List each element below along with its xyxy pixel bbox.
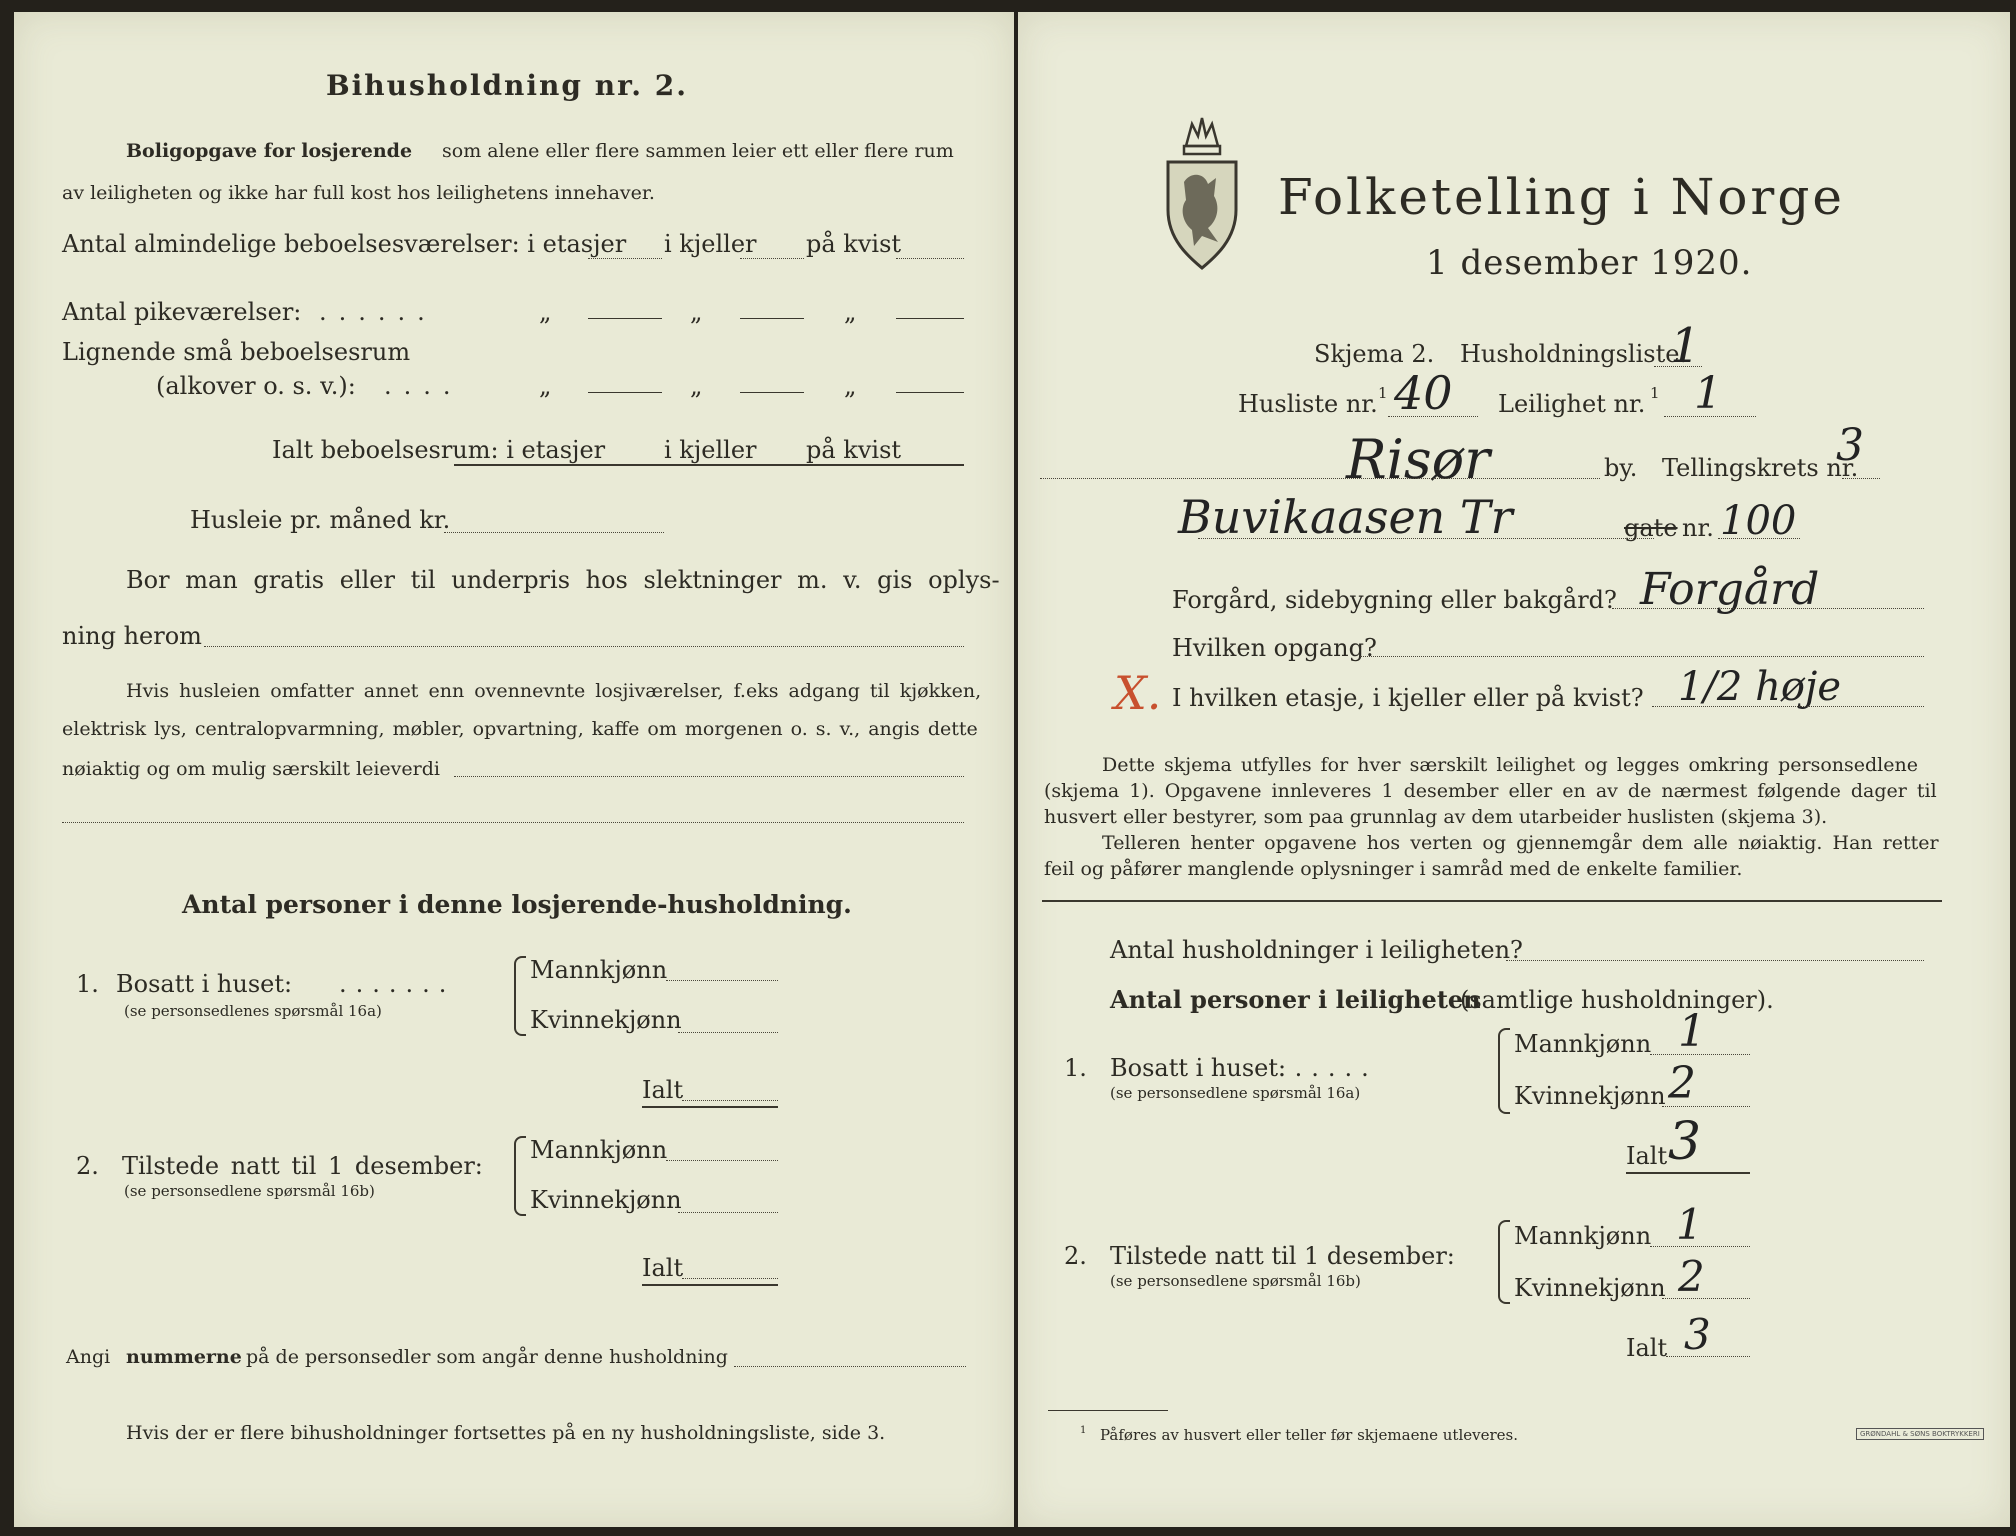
husliste-label: Husliste nr. xyxy=(1238,390,1378,418)
r-item2-ialt-line xyxy=(1666,1356,1750,1357)
r-item2-label: Tilstede natt til 1 desember: xyxy=(1110,1242,1455,1270)
ialt-kvist-label: på kvist xyxy=(806,436,902,464)
opgang-question: Hvilken opgang? xyxy=(1172,634,1377,662)
row-lign-2: (alkover o. s. v.): xyxy=(156,372,356,400)
footnote-text: Påføres av husvert eller teller før skjemaene utleveres. xyxy=(1100,1426,1518,1444)
etasje-question: I hvilken etasje, i kjeller eller på kvist? xyxy=(1172,684,1644,712)
leilighet-sup: 1 xyxy=(1650,384,1660,402)
antal-kjeller-line xyxy=(740,258,804,259)
right-date: 1 desember 1920. xyxy=(1426,243,1753,283)
l-item2-ialt: Ialt xyxy=(642,1254,684,1282)
r-item1-kvinne: Kvinnekjønn xyxy=(1514,1082,1666,1110)
lign-ditto-3: „ xyxy=(844,372,857,400)
ialt-rule xyxy=(454,464,964,466)
r-item1-dots: ...... xyxy=(1278,1054,1378,1082)
r-item2-brace xyxy=(1498,1220,1510,1304)
husholdningsliste-label: Husholdningsliste. xyxy=(1460,340,1688,368)
r-item1-mann: Mannkjønn xyxy=(1514,1030,1652,1058)
l-item2-num: 2. xyxy=(76,1152,99,1180)
etasje-check-mark: X. xyxy=(1114,666,1162,720)
nr-label: nr. xyxy=(1682,514,1714,542)
l-item1-sub: (se personsedlenes spørsmål 16a) xyxy=(124,1002,382,1020)
r-item1-kvinne-line xyxy=(1662,1106,1750,1107)
r-item2-ialt-value: 3 xyxy=(1684,1310,1711,1359)
intro-rest-1: som alene eller flere sammen leier ett eller flere rum xyxy=(442,140,954,162)
hvis-line-1: Hvis husleien omfatter annet enn ovennevnte losjiværelser, f.eks adgang til kjøkken, xyxy=(126,680,982,702)
dette-line-5: feil og påfører manglende oplysninger i samråd med de enkelte familier. xyxy=(1044,858,1743,880)
right-title: Folketelling i Norge xyxy=(1278,168,1845,226)
coat-of-arms-icon xyxy=(1160,112,1244,270)
r-item1-mann-value: 1 xyxy=(1678,1006,1706,1057)
row-antal-label: Antal almindelige beboelsesværelser: i etasjer xyxy=(62,230,627,258)
husleie-label: Husleie pr. måned kr. xyxy=(190,506,451,534)
by-line xyxy=(1040,478,1600,479)
r-item2-kvinne-value: 2 xyxy=(1678,1252,1705,1301)
hvis-line-3: nøiaktig og om mulig særskilt leieverdi xyxy=(62,758,440,780)
row-lign-1: Lignende små beboelsesrum xyxy=(62,338,411,366)
row-pike-label: Antal pikeværelser: xyxy=(62,298,302,326)
l-item2-sub: (se personsedlene spørsmål 16b) xyxy=(124,1182,375,1200)
antal-husholdninger-question: Antal husholdninger i leiligheten? xyxy=(1110,936,1523,964)
l-item2-kvinne: Kvinnekjønn xyxy=(530,1186,682,1214)
r-item1-kvinne-value: 2 xyxy=(1668,1058,1696,1109)
husliste-line xyxy=(1388,416,1478,417)
pike-dots: ...... xyxy=(319,298,437,326)
ialt-kjeller-label: i kjeller xyxy=(664,436,757,464)
etasje-line xyxy=(1652,706,1924,707)
lign-ditto-1: „ xyxy=(539,372,552,400)
antal-etasjer-line xyxy=(588,258,662,259)
l-item2-mann-line xyxy=(666,1160,778,1161)
right-page xyxy=(1018,12,2010,1527)
pike-ditto-2: „ xyxy=(690,298,703,326)
leilighet-line xyxy=(1664,416,1756,417)
hvis-line-b xyxy=(62,822,964,823)
tellingskrets-value: 3 xyxy=(1836,420,1864,471)
angi-bold: nummerne xyxy=(126,1346,242,1368)
angi-post: på de personsedler som angår denne husholdning xyxy=(246,1346,728,1368)
husliste-value: 40 xyxy=(1394,366,1453,420)
etasje-value: 1/2 høje xyxy=(1678,664,1842,710)
by-value: Risør xyxy=(1346,428,1490,491)
footnote-num: 1 xyxy=(1080,1425,1087,1436)
intro-bold: Boligopgave for losjerende xyxy=(126,140,413,162)
l-item2-mann: Mannkjønn xyxy=(530,1136,668,1164)
r-item2-ialt: Ialt xyxy=(1626,1334,1668,1362)
r-item1-mann-line xyxy=(1650,1054,1750,1055)
footnote-rule xyxy=(1048,1410,1168,1411)
gate-label: gate xyxy=(1624,514,1678,542)
antal-kvist-line xyxy=(896,258,964,259)
l-item2-ialt-rule xyxy=(642,1284,778,1286)
hvis-line-2: elektrisk lys, centralopvarmning, møbler, opvartning, kaffe om morgenen o. s. v., angis dette xyxy=(62,718,978,740)
left-title: Bihusholdning nr. 2. xyxy=(326,69,688,102)
printer-stamp: GRØNDAHL & SØNS BOKTRYKKERI xyxy=(1856,1428,1984,1440)
r-item2-kvinne: Kvinnekjønn xyxy=(1514,1274,1666,1302)
dette-line-3: husvert eller bestyrer, som paa grunnlag av dem utarbeider huslisten (skjema 3). xyxy=(1044,806,1828,828)
angi-pre: Angi xyxy=(66,1346,111,1368)
forgaard-line xyxy=(1612,608,1924,609)
angi-line xyxy=(734,1366,966,1367)
nr-line xyxy=(1718,538,1800,539)
row-ialt-label: Ialt beboelsesrum: i etasjer xyxy=(272,436,606,464)
forgaard-question: Forgård, sidebygning eller bakgård? xyxy=(1172,586,1617,614)
pike-line-2 xyxy=(740,318,804,319)
left-footer: Hvis der er flere bihusholdninger fortsettes på en ny husholdningsliste, side 3. xyxy=(126,1422,886,1444)
antal-kvist-label: på kvist xyxy=(806,230,902,258)
antal-personer-rest: (samtlige husholdninger). xyxy=(1460,986,1774,1014)
l-item2-ialt-dots xyxy=(682,1278,778,1279)
dette-line-4: Telleren henter opgavene hos verten og gjennemgår dem alle nøiaktig. Han retter xyxy=(1102,832,1939,854)
dette-line-2: (skjema 1). Opgavene innleveres 1 desember eller en av de nærmest følgende dager til xyxy=(1044,780,1937,802)
tellingskrets-line xyxy=(1842,478,1880,479)
pike-line-1 xyxy=(588,318,662,319)
l-item1-dots: ....... xyxy=(339,970,456,998)
r-item1-ialt-rule xyxy=(1626,1172,1750,1174)
dette-line-1: Dette skjema utfylles for hver særskilt leilighet og legges omkring personsedlene xyxy=(1102,754,1918,776)
bor-line-2: ning herom xyxy=(62,622,202,650)
pike-ditto-1: „ xyxy=(539,298,552,326)
intro-rest-2: av leiligheten og ikke har full kost hos leilighetens innehaver. xyxy=(62,182,655,204)
lign-dots: .... xyxy=(384,372,463,400)
lign-line-1 xyxy=(588,392,662,393)
l-item1-label: Bosatt i huset: xyxy=(116,970,293,998)
l-item1-kvinne-line xyxy=(678,1032,778,1033)
r-item2-kvinne-line xyxy=(1662,1298,1750,1299)
l-item1-brace xyxy=(514,956,526,1036)
l-item1-ialt-rule xyxy=(642,1106,778,1108)
husliste-sup: 1 xyxy=(1378,384,1388,402)
l-item1-kvinne: Kvinnekjønn xyxy=(530,1006,682,1034)
l-item2-label: Tilstede natt til 1 desember: xyxy=(122,1152,483,1180)
antal-personer-bold: Antal personer i leiligheten xyxy=(1110,985,1481,1014)
l-item1-mann: Mannkjønn xyxy=(530,956,668,984)
r-item1-ialt-value: 3 xyxy=(1668,1112,1702,1172)
gate-value: Buvikaasen Tr xyxy=(1178,490,1513,544)
husholdningsliste-line xyxy=(1654,366,1702,367)
l-item2-brace xyxy=(514,1136,526,1216)
antal-husholdninger-line xyxy=(1506,960,1924,961)
r-item1-label: Bosatt i huset: xyxy=(1110,1054,1287,1082)
l-item1-ialt: Ialt xyxy=(642,1076,684,1104)
tellingskrets-label: Tellingskrets nr. xyxy=(1662,454,1859,482)
bor-line-1: Bor man gratis eller til underpris hos slektninger m. v. gis oplys- xyxy=(126,566,1000,594)
forgaard-value: Forgård xyxy=(1640,564,1820,615)
husleie-line xyxy=(444,532,664,533)
nr-value: 100 xyxy=(1720,498,1797,544)
right-divider xyxy=(1042,900,1942,902)
r-item2-mann-line xyxy=(1650,1246,1750,1247)
opgang-line xyxy=(1360,656,1924,657)
lign-line-2 xyxy=(740,392,804,393)
lign-line-3 xyxy=(896,392,964,393)
gate-line xyxy=(1198,538,1654,539)
r-item1-ialt: Ialt xyxy=(1626,1142,1668,1170)
r-item1-num: 1. xyxy=(1064,1054,1087,1082)
r-item2-num: 2. xyxy=(1064,1242,1087,1270)
hvis-line-a xyxy=(454,776,964,777)
r-item1-brace xyxy=(1498,1028,1510,1114)
l-item1-mann-line xyxy=(666,980,778,981)
r-item2-mann: Mannkjønn xyxy=(1514,1222,1652,1250)
l-item1-num: 1. xyxy=(76,970,99,998)
r-item2-sub: (se personsedlene spørsmål 16b) xyxy=(1110,1272,1361,1290)
by-label: by. xyxy=(1604,454,1638,482)
antal-personer-heading: Antal personer i denne losjerende-husholdning. xyxy=(182,890,852,919)
bor-line xyxy=(204,646,964,647)
l-item2-kvinne-line xyxy=(678,1212,778,1213)
husholdningsliste-value: 1 xyxy=(1670,318,1701,374)
pike-line-3 xyxy=(896,318,964,319)
left-page xyxy=(14,12,1014,1527)
skjema-label: Skjema 2. xyxy=(1314,340,1435,368)
leilighet-value: 1 xyxy=(1694,368,1722,419)
leilighet-label: Leilighet nr. xyxy=(1498,390,1646,418)
lign-ditto-2: „ xyxy=(690,372,703,400)
antal-kjeller-label: i kjeller xyxy=(664,230,757,258)
r-item1-sub: (se personsedlene spørsmål 16a) xyxy=(1110,1084,1361,1102)
l-item1-ialt-dots xyxy=(682,1100,778,1101)
pike-ditto-3: „ xyxy=(844,298,857,326)
r-item2-mann-value: 1 xyxy=(1676,1200,1703,1249)
